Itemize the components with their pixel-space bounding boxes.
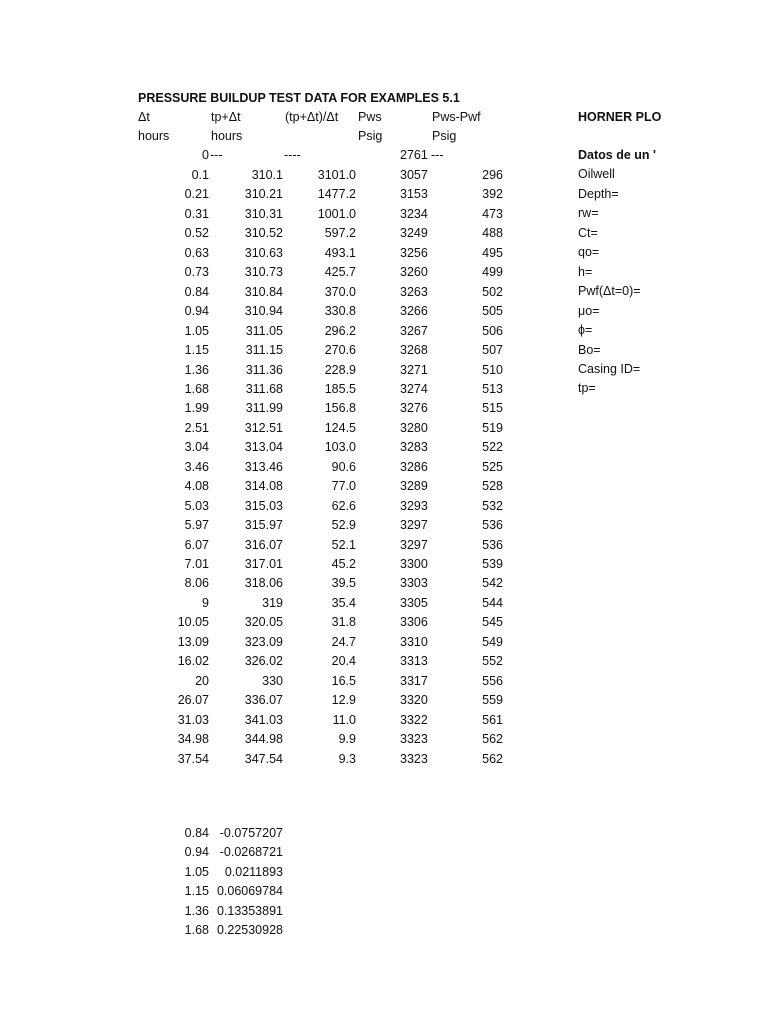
cell-tp-dt: 326.02: [244, 654, 283, 669]
lower-cell-value: 0.0211893: [224, 864, 283, 879]
cell-tp-dt: 317.01: [244, 557, 283, 571]
cell-pws: 3323: [400, 732, 428, 747]
cell-pws: 3234: [400, 206, 428, 221]
lower-table-row: [0, 843, 768, 862]
table-row: [0, 613, 768, 632]
table-row: [0, 458, 768, 477]
lower-cell-dt: 0.94: [184, 845, 209, 860]
cell-pws-pwf: 539: [482, 557, 503, 571]
cell-pws: 3267: [400, 323, 428, 338]
cell-tp-dt: 311.05: [245, 323, 283, 338]
cell-tp-dt: 311.99: [245, 401, 283, 416]
lower-cell-value: 0.22530928: [216, 923, 283, 937]
table-row: [0, 536, 768, 555]
cell-pws-pwf: 562: [482, 751, 503, 766]
first-row-diff: ---: [431, 148, 444, 162]
cell-tp-dt: 313.04: [244, 440, 283, 455]
cell-tp-dt: 315.03: [244, 498, 283, 513]
cell-pws: 3300: [400, 557, 428, 571]
cell-pws: 3249: [400, 226, 428, 241]
cell-pws: 3260: [400, 265, 428, 280]
cell-pws-pwf: 562: [482, 732, 503, 747]
cell-tp-dt: 316.07: [244, 537, 283, 552]
cell-dt: 0.52: [184, 226, 209, 241]
lower-table-row: [0, 863, 768, 882]
lower-cell-value: 0.13353891: [216, 903, 283, 918]
table-row: [0, 497, 768, 516]
cell-dt: 31.03: [177, 712, 209, 727]
cell-pws-pwf: 507: [482, 343, 503, 358]
cell-dt: 1.05: [184, 323, 209, 338]
cell-dt: 16.02: [177, 654, 209, 669]
cell-dt: 0.21: [184, 187, 209, 202]
lower-cell-dt: 1.15: [184, 884, 209, 899]
lower-table-row: [0, 882, 768, 901]
cell-dt: 4.08: [184, 479, 209, 494]
cell-dt: 1.99: [184, 401, 209, 416]
cell-tp-dt: 314.08: [244, 479, 283, 494]
cell-tp-dt: 315.97: [244, 518, 283, 533]
header-tp-dt: tp+Δt: [211, 110, 241, 124]
cell-pws-pwf: 556: [482, 673, 503, 688]
table-row: [0, 399, 768, 418]
cell-ratio: 124.5: [324, 420, 356, 435]
cell-ratio: 11.0: [332, 712, 356, 727]
parameter-label: Bo=: [578, 342, 601, 357]
cell-ratio: 493.1: [324, 245, 356, 260]
lower-cell-dt: 1.36: [184, 903, 209, 918]
lower-cell-value: -0.0268721: [219, 845, 283, 860]
cell-tp-dt: 318.06: [244, 576, 283, 591]
cell-pws-pwf: 515: [482, 401, 503, 416]
cell-pws-pwf: 495: [482, 245, 503, 260]
table-row: [0, 185, 768, 204]
cell-tp-dt: 319: [262, 595, 283, 610]
lower-cell-dt: 1.05: [184, 864, 209, 879]
cell-dt: 0.31: [184, 206, 209, 221]
cell-ratio: 103.0: [324, 440, 356, 455]
cell-tp-dt: 347.54: [244, 751, 283, 766]
table-row: [0, 555, 768, 574]
cell-dt: 1.15: [184, 343, 209, 358]
cell-tp-dt: 310.52: [244, 226, 283, 241]
cell-tp-dt: 344.98: [244, 732, 283, 747]
table-row: [0, 263, 768, 282]
cell-pws-pwf: 392: [482, 187, 503, 202]
cell-pws-pwf: 473: [482, 206, 503, 221]
cell-dt: 8.06: [184, 576, 209, 591]
cell-pws: 3268: [400, 343, 428, 358]
cell-ratio: 52.1: [331, 537, 356, 552]
cell-pws: 3323: [400, 751, 428, 766]
cell-pws-pwf: 506: [482, 323, 503, 338]
cell-pws: 3057: [400, 168, 428, 182]
cell-dt: 3.04: [184, 440, 209, 455]
cell-pws: 3266: [400, 304, 428, 319]
cell-tp-dt: 310.94: [244, 304, 283, 319]
parameter-label: tp=: [578, 381, 596, 396]
cell-tp-dt: 312.51: [244, 420, 283, 435]
first-row-dt-value: 0: [202, 148, 209, 162]
header-ratio: (tp+Δt)/Δt: [285, 110, 339, 124]
cell-dt: 6.07: [184, 537, 209, 552]
parameter-label: Casing ID=: [578, 361, 641, 376]
table-row: [0, 691, 768, 710]
cell-pws: 3320: [400, 693, 428, 708]
cell-pws: 3297: [400, 518, 428, 533]
cell-ratio: 90.6: [331, 459, 356, 474]
cell-tp-dt: 310.84: [244, 284, 283, 299]
cell-ratio: 3101.0: [317, 168, 356, 182]
table-row: [0, 594, 768, 613]
horner-plot-title: HORNER PLO: [578, 110, 662, 124]
lower-table-row: [0, 921, 768, 940]
parameter-label: Datos de un ': [578, 148, 656, 162]
cell-dt: 26.07: [177, 693, 209, 708]
parameter-label: μo=: [578, 303, 600, 318]
cell-pws-pwf: 532: [482, 498, 503, 513]
cell-pws: 3305: [400, 595, 428, 610]
cell-tp-dt: 310.1: [251, 168, 283, 182]
cell-ratio: 185.5: [324, 381, 356, 396]
cell-pws-pwf: 513: [482, 381, 503, 396]
header-pws: Pws: [358, 110, 382, 124]
cell-dt: 0.1: [191, 168, 209, 182]
cell-ratio: 39.5: [331, 576, 356, 591]
cell-pws-pwf: 525: [482, 459, 503, 474]
cell-pws: 3289: [400, 479, 428, 494]
cell-dt: 0.84: [184, 284, 209, 299]
cell-pws: 3313: [400, 654, 428, 669]
cell-pws: 3303: [400, 576, 428, 591]
cell-dt: 7.01: [184, 557, 209, 571]
cell-pws-pwf: 528: [482, 479, 503, 494]
cell-tp-dt: 341.03: [244, 712, 283, 727]
table-row: [0, 438, 768, 457]
cell-ratio: 1001.0: [317, 206, 356, 221]
cell-pws-pwf: 536: [482, 537, 503, 552]
cell-ratio: 370.0: [324, 284, 356, 299]
cell-ratio: 9.9: [338, 732, 356, 747]
table-row: [0, 341, 768, 360]
cell-tp-dt: 310.63: [244, 245, 283, 260]
cell-ratio: 62.6: [331, 498, 356, 513]
cell-pws: 3322: [400, 712, 428, 727]
cell-pws-pwf: 296: [482, 168, 503, 182]
table-row: [0, 477, 768, 496]
header-tp-dt-unit: hours: [211, 129, 243, 143]
cell-tp-dt: 311.36: [245, 362, 283, 377]
cell-pws-pwf: 502: [482, 284, 503, 299]
cell-tp-dt: 310.73: [244, 265, 283, 280]
parameter-label: Pwf(Δt=0)=: [578, 284, 641, 299]
cell-pws: 3271: [400, 362, 428, 377]
table-row: [0, 283, 768, 302]
first-row-ratio: ----: [284, 148, 301, 162]
cell-pws-pwf: 519: [482, 420, 503, 435]
cell-dt: 37.54: [177, 751, 209, 766]
cell-dt: 3.46: [184, 459, 209, 474]
header-dt: Δt: [138, 110, 150, 124]
cell-ratio: 156.8: [324, 401, 356, 416]
table-row: [0, 166, 768, 185]
cell-tp-dt: 323.09: [244, 634, 283, 649]
cell-ratio: 35.4: [331, 595, 356, 610]
cell-dt: 13.09: [177, 634, 209, 649]
cell-dt: 34.98: [177, 732, 209, 747]
cell-pws: 3310: [400, 634, 428, 649]
lower-cell-dt: 1.68: [184, 923, 209, 937]
cell-dt: 5.97: [184, 518, 209, 533]
table-row: [0, 711, 768, 730]
first-row-tp-dt: ---: [210, 148, 223, 162]
cell-tp-dt: 311.15: [245, 343, 283, 358]
lower-cell-dt: 0.84: [184, 826, 209, 840]
table-row: [0, 361, 768, 380]
cell-pws: 3276: [400, 401, 428, 416]
cell-ratio: 425.7: [324, 265, 356, 280]
table-row: [0, 322, 768, 341]
first-row-dt: [130, 146, 209, 165]
cell-dt: 1.68: [184, 381, 209, 396]
cell-ratio: 296.2: [324, 323, 356, 338]
cell-ratio: 228.9: [324, 362, 356, 377]
cell-dt: 0.73: [184, 265, 209, 280]
cell-dt: 5.03: [184, 498, 209, 513]
cell-dt: 0.94: [184, 304, 209, 319]
lower-table-row: [0, 824, 768, 843]
table-row: [0, 302, 768, 321]
table-row: [0, 419, 768, 438]
cell-pws-pwf: 536: [482, 518, 503, 533]
cell-ratio: 24.7: [331, 634, 356, 649]
cell-pws: 3286: [400, 459, 428, 474]
cell-pws-pwf: 522: [482, 440, 503, 455]
cell-ratio: 20.4: [331, 654, 356, 669]
cell-dt: 10.05: [177, 615, 209, 630]
cell-dt: 9: [202, 595, 209, 610]
cell-pws: 3317: [400, 673, 428, 688]
lower-cell-value: 0.06069784: [216, 884, 283, 899]
table-row: [0, 652, 768, 671]
cell-tp-dt: 336.07: [244, 693, 283, 708]
table-row: [0, 730, 768, 749]
parameter-label: rw=: [578, 206, 599, 221]
parameter-label: Oilwell: [578, 167, 615, 182]
header-dt-unit: hours: [138, 129, 170, 143]
cell-ratio: 1477.2: [317, 187, 356, 202]
table-row: [0, 244, 768, 263]
cell-pws-pwf: 499: [482, 265, 503, 280]
header-pws-pwf: Pws-Pwf: [432, 110, 481, 124]
table-row: [0, 380, 768, 399]
parameter-label: ϕ=: [578, 323, 593, 338]
cell-ratio: 16.5: [331, 673, 356, 688]
parameter-label: Ct=: [578, 225, 598, 240]
lower-table-row: [0, 902, 768, 921]
cell-pws: 3283: [400, 440, 428, 455]
cell-ratio: 31.8: [331, 615, 356, 630]
cell-pws: 3280: [400, 420, 428, 435]
cell-pws-pwf: 559: [482, 693, 503, 708]
cell-pws-pwf: 545: [482, 615, 503, 630]
cell-pws-pwf: 505: [482, 304, 503, 319]
cell-tp-dt: 311.68: [245, 381, 283, 396]
cell-dt: 20: [195, 673, 209, 688]
cell-ratio: 270.6: [324, 343, 356, 358]
cell-tp-dt: 310.21: [244, 187, 283, 202]
cell-tp-dt: 330: [262, 673, 283, 688]
cell-ratio: 52.9: [331, 518, 356, 533]
parameter-label: Depth=: [578, 186, 619, 201]
cell-ratio: 9.3: [338, 751, 356, 766]
cell-ratio: 597.2: [324, 226, 356, 241]
cell-ratio: 12.9: [331, 693, 356, 708]
cell-pws-pwf: 552: [482, 654, 503, 669]
cell-pws-pwf: 544: [482, 595, 503, 610]
sheet-title: PRESSURE BUILDUP TEST DATA FOR EXAMPLES 5.1: [138, 91, 460, 105]
cell-dt: 2.51: [184, 420, 209, 435]
cell-pws: 3274: [400, 381, 428, 396]
table-row: [0, 672, 768, 691]
header-pws-unit: Psig: [358, 129, 383, 143]
parameter-label: qo=: [578, 245, 600, 260]
cell-tp-dt: 313.46: [244, 459, 283, 474]
cell-dt: 1.36: [184, 362, 209, 377]
cell-ratio: 77.0: [331, 479, 356, 494]
cell-pws-pwf: 488: [482, 226, 503, 241]
cell-pws: 3293: [400, 498, 428, 513]
cell-ratio: 45.2: [331, 557, 356, 571]
cell-pws-pwf: 549: [482, 634, 503, 649]
table-row: [0, 516, 768, 535]
cell-pws: 3153: [400, 187, 428, 202]
cell-pws: 3263: [400, 284, 428, 299]
cell-tp-dt: 320.05: [244, 615, 283, 630]
cell-pws-pwf: 510: [482, 362, 503, 377]
cell-pws: 3297: [400, 537, 428, 552]
cell-pws: 3256: [400, 245, 428, 260]
table-row: [0, 633, 768, 652]
first-row-pws: 2761: [400, 148, 428, 162]
table-row: [0, 205, 768, 224]
header-pws-pwf-unit: Psig: [432, 129, 457, 143]
cell-pws: 3306: [400, 615, 428, 630]
table-row: [0, 574, 768, 593]
cell-pws-pwf: 542: [482, 576, 503, 591]
cell-pws-pwf: 561: [482, 712, 503, 727]
table-row: [0, 750, 768, 769]
cell-tp-dt: 310.31: [244, 206, 283, 221]
cell-dt: 0.63: [184, 245, 209, 260]
lower-cell-value: -0.0757207: [219, 826, 283, 840]
cell-ratio: 330.8: [324, 304, 356, 319]
table-row: [0, 224, 768, 243]
parameter-label: h=: [578, 264, 593, 279]
